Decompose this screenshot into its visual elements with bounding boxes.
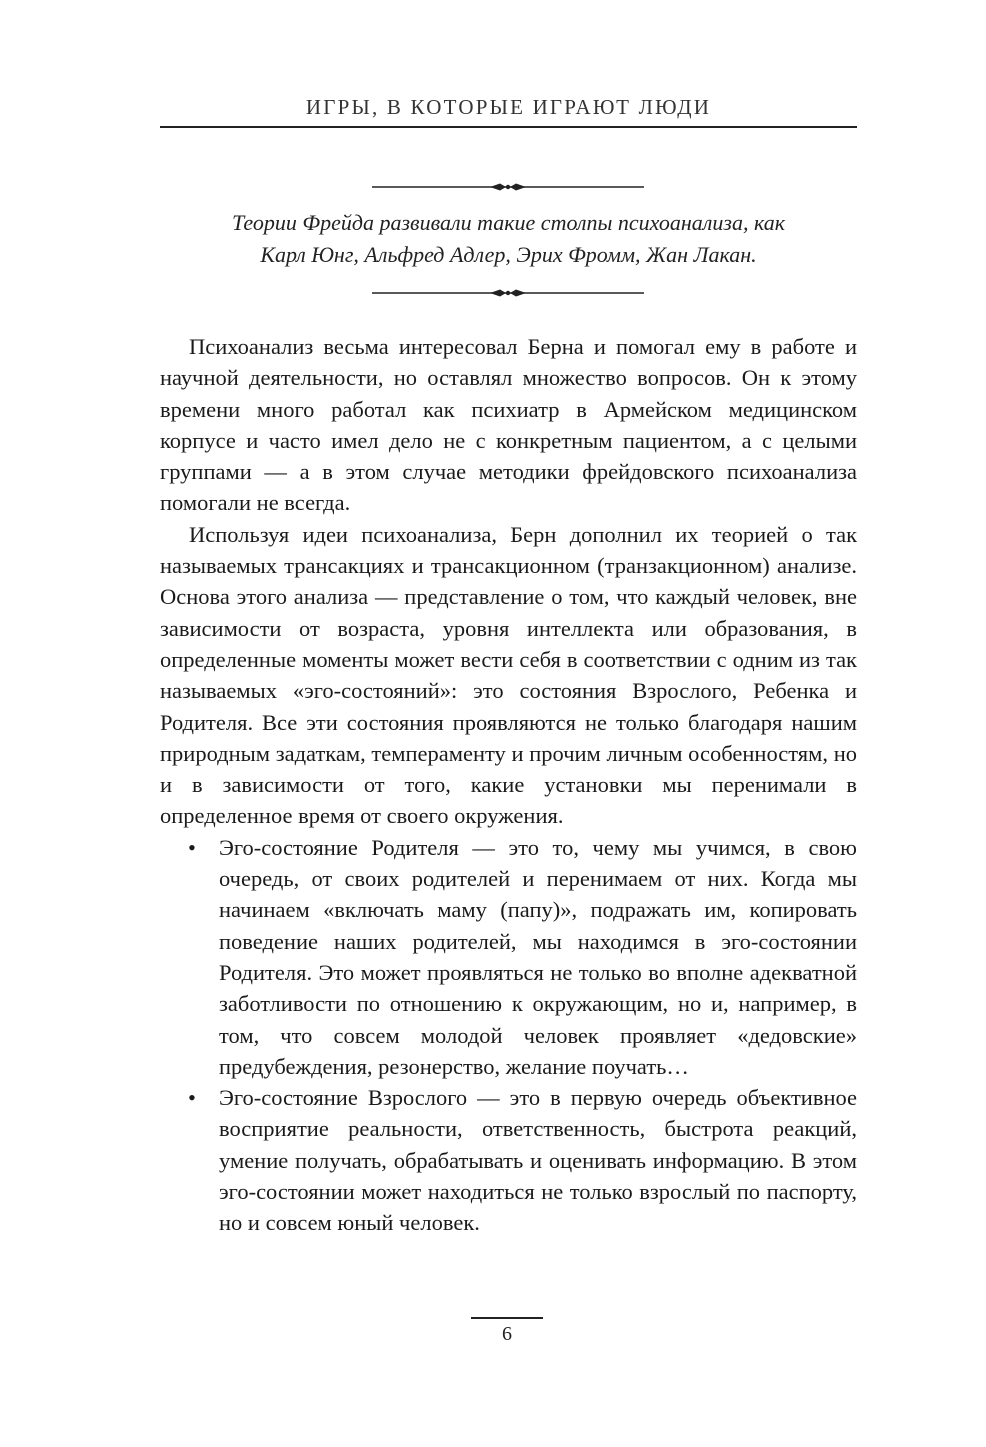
page-number-rule	[471, 1317, 543, 1319]
list-item-text: Эго-состояние Родителя — это то, чему мы учимся, в свою очередь, от своих родителей и перенимаем от них. Когда мы начинаем «включать маму (папу)», подражать им, копировать поведение наших родителей, мы находимся в эго-состоянии Родителя. Это может проявляться не только во вполне адекватной заботливости по отношению к окружающим, но и, например, в том, что совсем молодой человек проявляет «дедовские» предубеждения, резонерство, желание поучать…	[219, 834, 857, 1079]
page-number: 6	[502, 1323, 512, 1345]
paragraph: Используя идеи психоанализа, Берн дополнил их теорией о так называемых трансакциях и трансакционном (транзакционном) анализе. Основа этого анализа — представление о том, что каждый человек, вне зависимости от возраста, уровня интеллекта или образования, в определенные моменты может вести себя в соответствии с одним из так называемых «эго-состояний»: это состояния Взрослого, Ребенка и Родителя. Все эти состояния проявляются не только благодаря нашим природным задаткам, темпераменту и прочим личным особенностям, но и в зависимости от того, какие установки мы перенимали в определенное время от своего окружения.	[160, 521, 857, 829]
ornament-divider-top	[372, 181, 644, 193]
epigraph	[160, 207, 857, 271]
header-rule	[160, 126, 857, 128]
bullet-list	[160, 832, 857, 1239]
body-text	[160, 331, 857, 1239]
epigraph-line: Карл Юнг, Альфред Адлер, Эрих Фромм, Жан Лакан.	[260, 242, 757, 267]
list-item	[160, 1082, 857, 1238]
ornament-divider-bottom	[372, 287, 644, 299]
bullet-marker: •	[188, 1085, 196, 1111]
paragraph: Психоанализ весьма интересовал Берна и помогал ему в работе и научной деятельности, но оставлял множество вопросов. Он к этому времени много работал как психиатр в Армейском медицинском корпусе и часто имел дело не с конкретным пациентом, а с целыми группами — а в этом случае методики фрейдовского психоанализа помогали не всегда.	[160, 334, 857, 516]
epigraph-line: Теории Фрейда развивали такие столпы психоанализа, как	[231, 210, 786, 235]
running-head: ИГРЫ, В КОТОРЫЕ ИГРАЮТ ЛЮДИ	[305, 95, 712, 119]
bullet-marker: •	[188, 834, 196, 860]
list-item	[160, 832, 857, 1082]
list-item-text: Эго-состояние Взрослого — это в первую очередь объективное восприятие реальности, ответственность, быстрота реакций, умение получать, обрабатывать и оценивать информацию. В этом эго-состоянии может находиться не только взрослый по паспорту, но и совсем юный человек.	[219, 1085, 857, 1236]
